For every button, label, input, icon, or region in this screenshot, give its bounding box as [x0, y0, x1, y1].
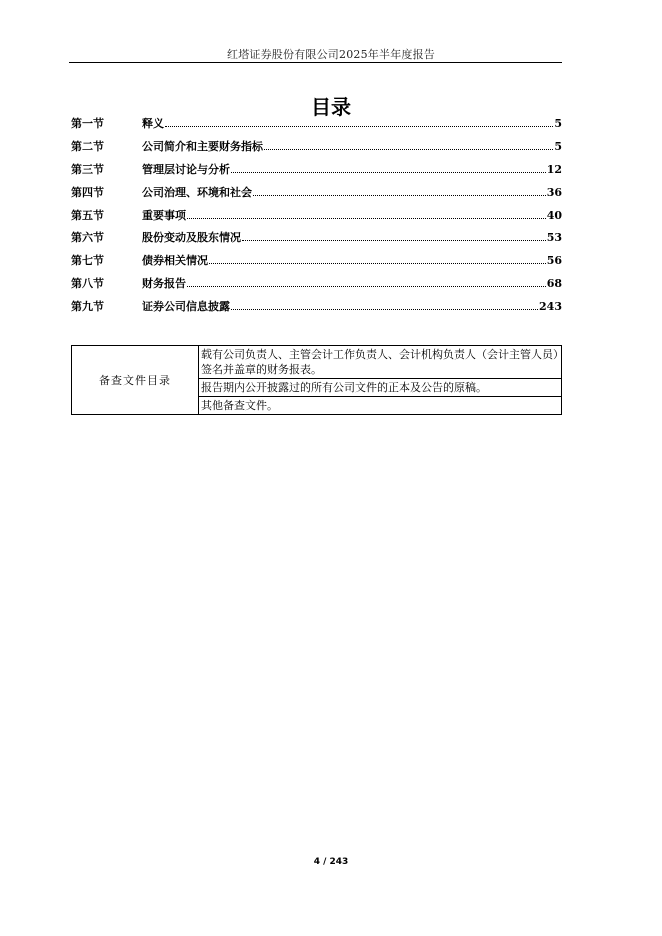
toc-section-number: 第四节 — [71, 185, 104, 199]
toc-entry[interactable] — [71, 112, 562, 135]
toc-dot-leader — [231, 309, 538, 310]
reference-doc-item: 其他备查文件。 — [199, 397, 562, 415]
toc-dot-leader — [231, 172, 546, 173]
toc-section-number: 第八节 — [71, 276, 104, 290]
toc-page-number: 56 — [546, 254, 562, 268]
toc-section-number: 第七节 — [71, 254, 104, 268]
toc-page-number: 12 — [546, 162, 562, 176]
table-of-contents — [71, 112, 562, 317]
toc-section-number: 第九节 — [71, 299, 104, 313]
reference-doc-item: 报告期内公开披露过的所有公司文件的正本及公告的原稿。 — [199, 379, 562, 397]
toc-page-number: 5 — [554, 117, 562, 131]
toc-page-number: 53 — [546, 231, 562, 245]
toc-entry[interactable] — [71, 294, 562, 317]
toc-entry[interactable] — [71, 272, 562, 295]
toc-section-number: 第一节 — [71, 117, 104, 131]
toc-section-name: 重要事项 — [142, 208, 186, 222]
toc-dot-leader — [187, 218, 546, 219]
header-rule — [69, 62, 562, 63]
toc-page-number: 40 — [546, 208, 562, 222]
toc-section-number: 第六节 — [71, 231, 104, 245]
toc-page-number: 243 — [539, 299, 562, 313]
toc-dot-leader — [264, 149, 553, 150]
toc-entry[interactable] — [71, 249, 562, 272]
toc-entry[interactable] — [71, 135, 562, 158]
toc-section-number: 第三节 — [71, 162, 104, 176]
toc-entry[interactable] — [71, 203, 562, 226]
toc-page-number: 36 — [546, 185, 562, 199]
toc-section-name: 证券公司信息披露 — [142, 299, 230, 313]
toc-page-number: 68 — [546, 276, 562, 290]
toc-dot-leader — [187, 286, 546, 287]
toc-entry[interactable] — [71, 226, 562, 249]
toc-section-name: 释义 — [142, 117, 164, 131]
reference-doc-item: 载有公司负责人、主管会计工作负责人、会计机构负责人（会计主管人员）签名并盖章的财务报表。 — [199, 346, 562, 379]
toc-section-number: 第五节 — [71, 208, 104, 222]
toc-dot-leader — [165, 126, 553, 127]
toc-section-name: 公司治理、环境和社会 — [142, 185, 252, 199]
toc-section-name: 财务报告 — [142, 276, 186, 290]
toc-title: 目录 — [311, 95, 351, 119]
toc-section-name: 股份变动及股东情况 — [142, 231, 241, 245]
toc-section-name: 债券相关情况 — [142, 254, 208, 268]
toc-section-name: 管理层讨论与分析 — [142, 162, 230, 176]
reference-documents-table — [71, 345, 562, 415]
page-header: 红塔证券股份有限公司2025年半年度报告 — [227, 48, 435, 61]
toc-dot-leader — [209, 263, 546, 264]
toc-page-number: 5 — [554, 140, 562, 154]
toc-entry[interactable] — [71, 158, 562, 181]
toc-section-name: 公司简介和主要财务指标 — [142, 140, 263, 154]
toc-entry[interactable] — [71, 180, 562, 203]
toc-dot-leader — [242, 240, 546, 241]
toc-section-number: 第二节 — [71, 140, 104, 154]
reference-docs-label: 备查文件目录 — [72, 346, 199, 415]
page-number-footer: 4 / 243 — [313, 857, 349, 867]
table-row — [72, 346, 562, 379]
toc-dot-leader — [253, 195, 546, 196]
